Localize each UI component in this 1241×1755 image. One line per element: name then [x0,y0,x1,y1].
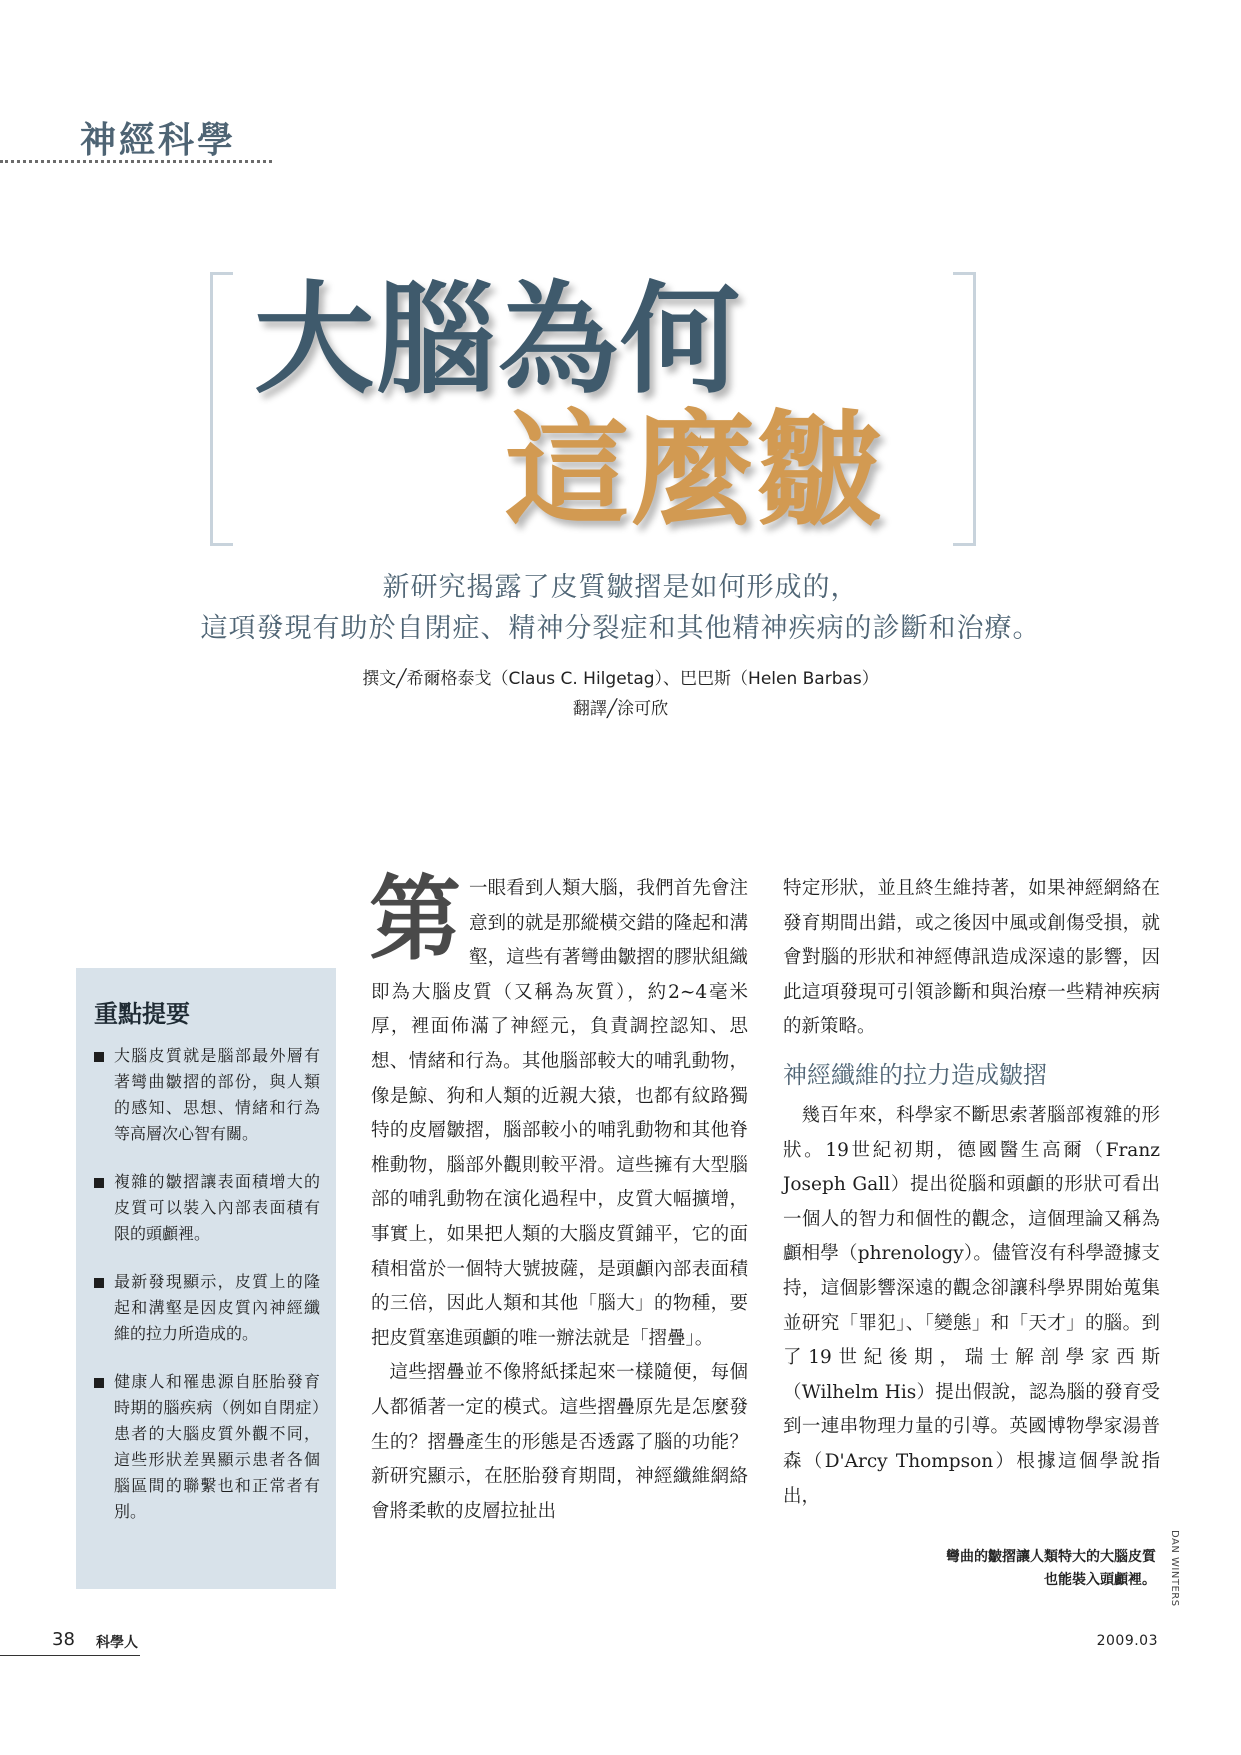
key-concept-text: 大腦皮質就是腦部最外層有著彎曲皺摺的部份，與人類的感知、思想、情緒和行為等高層次心智有關。 [114,1046,320,1143]
section-subhead: 神經纖維的拉力造成皺摺 [783,1060,1047,1089]
body-paragraph-3: 特定形狀，並且終生維持著，如果神經網絡在發育期間出錯，或之後因中風或創傷受損，就會對腦的形狀和神經傳訊造成深遠的影響，因此這項發現可引領診斷和與治療一些精神疾病的新策略。 [783,878,1160,1038]
key-concept-text: 最新發現顯示，皮質上的隆起和溝壑是因皮質內神經纖維的拉力所造成的。 [114,1272,320,1343]
photo-credit: DAN WINTERS [1169,1530,1180,1607]
article-title-line1: 大腦為何 [254,271,742,410]
key-concept-text: 複雜的皺摺讓表面積增大的皮質可以裝入內部表面積有限的頭顱裡。 [114,1172,320,1243]
figure-caption [860,1546,1156,1592]
footer-rule [0,1655,140,1656]
body-column-1 [369,866,748,1529]
body-column-2 [783,872,1160,1514]
page-number: 38 [52,1629,75,1650]
byline-authors: 撰文╱希爾格泰戈（Claus C. Hilgetag）、巴巴斯（Helen Barbas） [362,669,879,689]
title-bracket-right [953,272,976,546]
figure-caption-line2: 也能裝入頭顱裡。 [1044,1572,1156,1588]
article-title-line2: 這麼皺 [505,399,884,543]
drop-cap: 第 [369,866,462,973]
byline-translator: 翻譯╱涂可欣 [572,699,669,719]
square-bullet-icon [94,1378,104,1388]
key-concept-item [94,1369,320,1525]
key-concepts-heading: 重點提要 [94,1000,190,1028]
article-deck-line2: 這項發現有助於自閉症、精神分裂症和其他精神疾病的診斷和治療。 [200,613,1041,644]
key-concepts-box [76,968,336,1589]
section-title: 神經科學 [80,120,237,161]
key-concept-item [94,1169,320,1247]
section-dotted-rule [0,160,272,163]
square-bullet-icon [94,1178,104,1188]
key-concepts-list [94,1043,320,1525]
title-bracket-left [210,272,233,546]
body-paragraph-4: 幾百年來，科學家不斷思索著腦部複雜的形狀。19世紀初期，德國醫生高爾（Franz Joseph Gall）提出從腦和頭顱的形狀可看出一個人的智力和個性的觀念，這個理論又稱為顱相學（phrenology）。儘管沒有科學證據支持，這個影響深遠的觀念卻讓科學界開始蒐集並研究「罪犯」、「變態」和「天才」的腦。到了19世紀後期，瑞士解剖學家西斯（Wilhelm His）提出假說，認為腦的發育受到一連串物理力量的引導。英國博物學家湯普森（D'Arcy Thompson）根據這個學說指出， [783,1104,1160,1507]
square-bullet-icon [94,1052,104,1062]
key-concept-item [94,1043,320,1147]
issue-date: 2009.03 [1096,1633,1158,1649]
key-concept-item [94,1269,320,1347]
figure-caption-line1: 彎曲的皺摺讓人類特大的大腦皮質 [946,1549,1156,1565]
publication-name: 科學人 [96,1635,138,1651]
article-deck-line1: 新研究揭露了皮質皺摺是如何形成的， [382,572,859,603]
square-bullet-icon [94,1278,104,1288]
body-paragraph-1 [369,866,748,1356]
body-paragraph-2: 這些摺疊並不像將紙揉起來一樣隨便，每個人都循著一定的模式。這些摺疊原先是怎麼發生的？摺疊產生的形態是否透露了腦的功能？新研究顯示，在胚胎發育期間，神經纖維網絡會將柔軟的皮層拉扯出 [371,1362,748,1522]
body-paragraph-1-text: 一眼看到人類大腦，我們首先會注意到的就是那縱橫交錯的隆起和溝壑，這些有著彎曲皺摺的膠狀組織即為大腦皮質（又稱為灰質），約2∼4毫米厚，裡面佈滿了神經元，負責調控認知、思想、情緒和行為。其他腦部較大的哺乳動物，像是鯨、狗和人類的近親大猿，也都有紋路獨特的皮層皺摺，腦部較小的哺乳動物和其他脊椎動物，腦部外觀則較平滑。這些擁有大型腦部的哺乳動物在演化過程中，皮質大幅擴增，事實上，如果把人類的大腦皮質鋪平，它的面積相當於一個特大號披薩，是頭顱內部表面積的三倍，因此人類和其他「腦大」的物種，要把皮質塞進頭顱的唯一辦法就是「摺疊」。 [371,878,748,1349]
key-concept-text: 健康人和罹患源自胚胎發育時期的腦疾病（例如自閉症）患者的大腦皮質外觀不同，這些形狀差異顯示患者各個腦區間的聯繫也和正常者有別。 [114,1372,320,1521]
